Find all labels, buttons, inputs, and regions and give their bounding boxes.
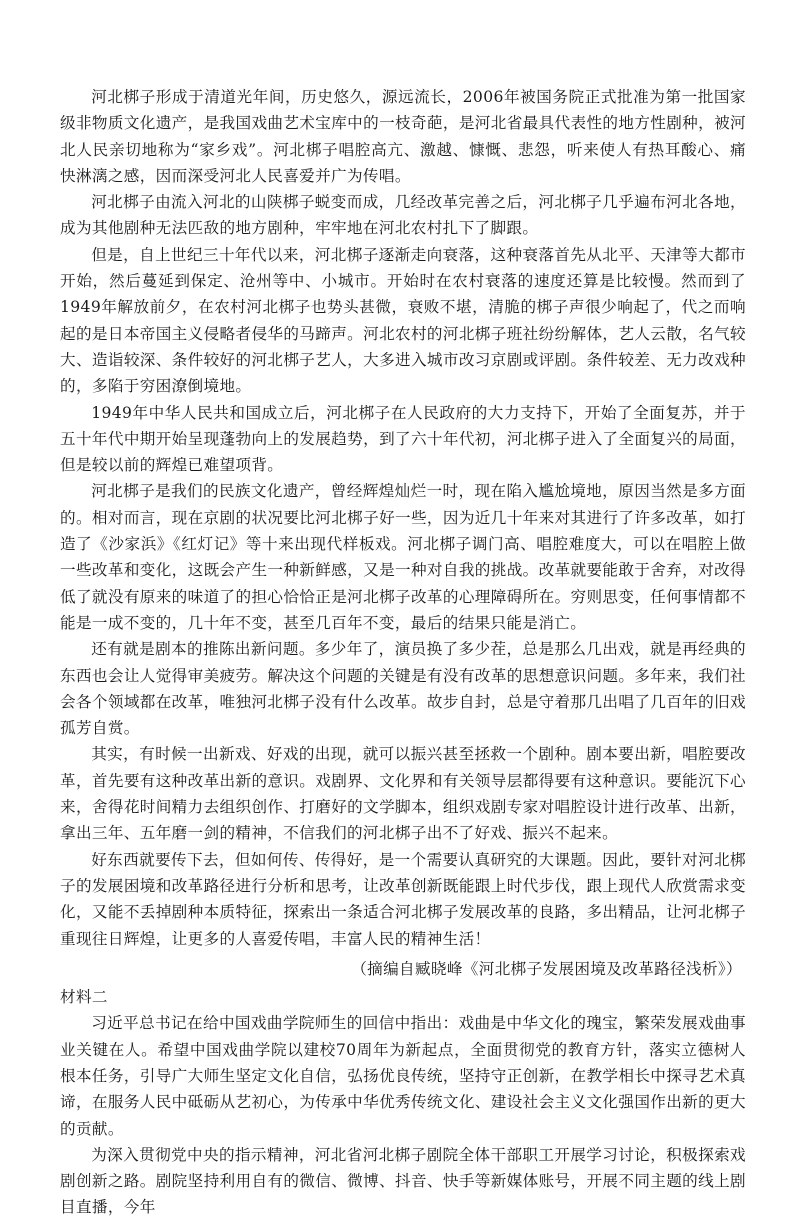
section-label: 材料二 [60, 988, 108, 1007]
source-citation: （摘编自臧晓峰《河北梆子发展困境及改革路径浅析》） [351, 959, 742, 978]
paragraph: 1949年中华人民共和国成立后，河北梆子在人民政府的大力支持下，开始了全面复苏，并于五十年代中期开始呈现蓬勃向上的发展趋势，到了六十年代初，河北梆子进入了全面复兴的局面，但是较以前的辉煌已难望项背。 [60, 403, 746, 475]
paragraph: 河北梆子由流入河北的山陕梆子蜕变而成，几经改革完善之后，河北梆子几乎遍布河北各地，成为其他剧种无法匹敌的地方剧种，牢牢地在河北农村扎下了脚跟。 [60, 193, 746, 238]
paragraph: 但是，自上世纪三十年代以来，河北梆子逐渐走向衰落，这种衰落首先从北平、天津等大都市开始，然后蔓延到保定、沧州等中、小城市。开始时在农村衰落的速度还算是比较慢。然而到了1949年解放前夕，在农村河北梆子也势头甚微，衰败不堪，清脆的梆子声很少响起了，代之而响起的是日本帝国主义侵略者侵华的马蹄声。河北农村的河北梆子班社纷纷解体，艺人云散，名气较大、造诣较深、条件较好的河北梆子艺人，大多进入城市改习京剧或评剧。条件较差、无力改戏种的，多陷于穷困潦倒境地。 [60, 245, 746, 396]
paragraph: 河北梆子是我们的民族文化遗产，曾经辉煌灿烂一时，现在陷入尴尬境地，原因当然是多方面的。相对而言，现在京剧的状况要比河北梆子好一些，因为近几十年来对其进行了许多改革，如打造了《沙家浜》《红灯记》等十来出现代样板戏。河北梆子调门高、唱腔难度大，可以在唱腔上做一些改革和变化，这既会产生一种新鲜感，又是一种对自我的挑战。改革就要能敢于舍弃，对改得低了就没有原来的味道了的担心恰恰正是河北梆子改革的心理障碍所在。穷则思变，任何事情都不能是一成不变的，几十年不变，甚至几百年不变，最后的结果只能是消亡。 [60, 482, 746, 632]
paragraph: 为深入贯彻党中央的指示精神，河北省河北梆子剧院全体干部职工开展学习讨论，积极探索戏剧创新之路。剧院坚持利用自有的微信、微博、抖音、快手等新媒体账号，开展不同主题的线上剧目直播，今年 [60, 1145, 746, 1217]
paragraph: 还有就是剧本的推陈出新问题。多少年了，演员换了多少茬，总是那么几出戏，就是再经典的东西也会让人觉得审美疲劳。解决这个问题的关键是有没有改革的思想意识问题。多年来，我们社会各个领域都在改革，唯独河北梆子没有什么改革。故步自封，总是守着那几出唱了几百年的旧戏孤芳自赏。 [60, 640, 746, 738]
paragraph: 河北梆子形成于清道光年间，历史悠久，源远流长，2006年被国务院正式批准为第一批国家级非物质文化遗产，是我国戏曲艺术宝库中的一枝奇葩，是河北省最具代表性的地方性剧种，被河北人民亲切地称为“家乡戏”。河北梆子唱腔高亢、激越、慷慨、悲怨，听来使人有热耳酸心、痛快淋漓之感，因而深受河北人民喜爱并广为传唱。 [60, 88, 746, 185]
article-body [60, 84, 746, 1221]
paragraph: 习近平总书记在给中国戏曲学院师生的回信中指出：戏曲是中华文化的瑰宝，繁荣发展戏曲事业关键在人。希望中国戏曲学院以建校70周年为新起点，全面贯彻党的教育方针，落实立德树人根本任务，引导广大师生坚定文化自信，弘扬优良传统，坚持守正创新，在教学相长中探寻艺术真谛，在服务人民中砥砺从艺初心，为传承中华优秀传统文化、建设社会主义文化强国作出新的更大的贡献。 [60, 1014, 746, 1138]
paragraph: 其实，有时候一出新戏、好戏的出现，就可以振兴甚至拯救一个剧种。剧本要出新，唱腔要改革，首先要有这种改革出新的意识。戏剧界、文化界和有关领导层都得要有这种意识。要能沉下心来，舍得花时间精力去组织创作、打磨好的文学脚本，组织戏剧专家对唱腔设计进行改革、出新，拿出三年、五年磨一剑的精神，不信我们的河北梆子出不了好戏、振兴不起来。 [60, 745, 746, 843]
paragraph: 好东西就要传下去，但如何传、传得好，是一个需要认真研究的大课题。因此，要针对河北梆子的发展困境和改革路径进行分析和思考，让改革创新既能跟上时代步伐，跟上现代人欣赏需求变化，又能不丢掉剧种本质特征，探索出一条适合河北梆子发展改革的良路，多出精品，让河北梆子重现往日辉煌，让更多的人喜爱传唱，丰富人民的精神生活！ [60, 850, 746, 948]
